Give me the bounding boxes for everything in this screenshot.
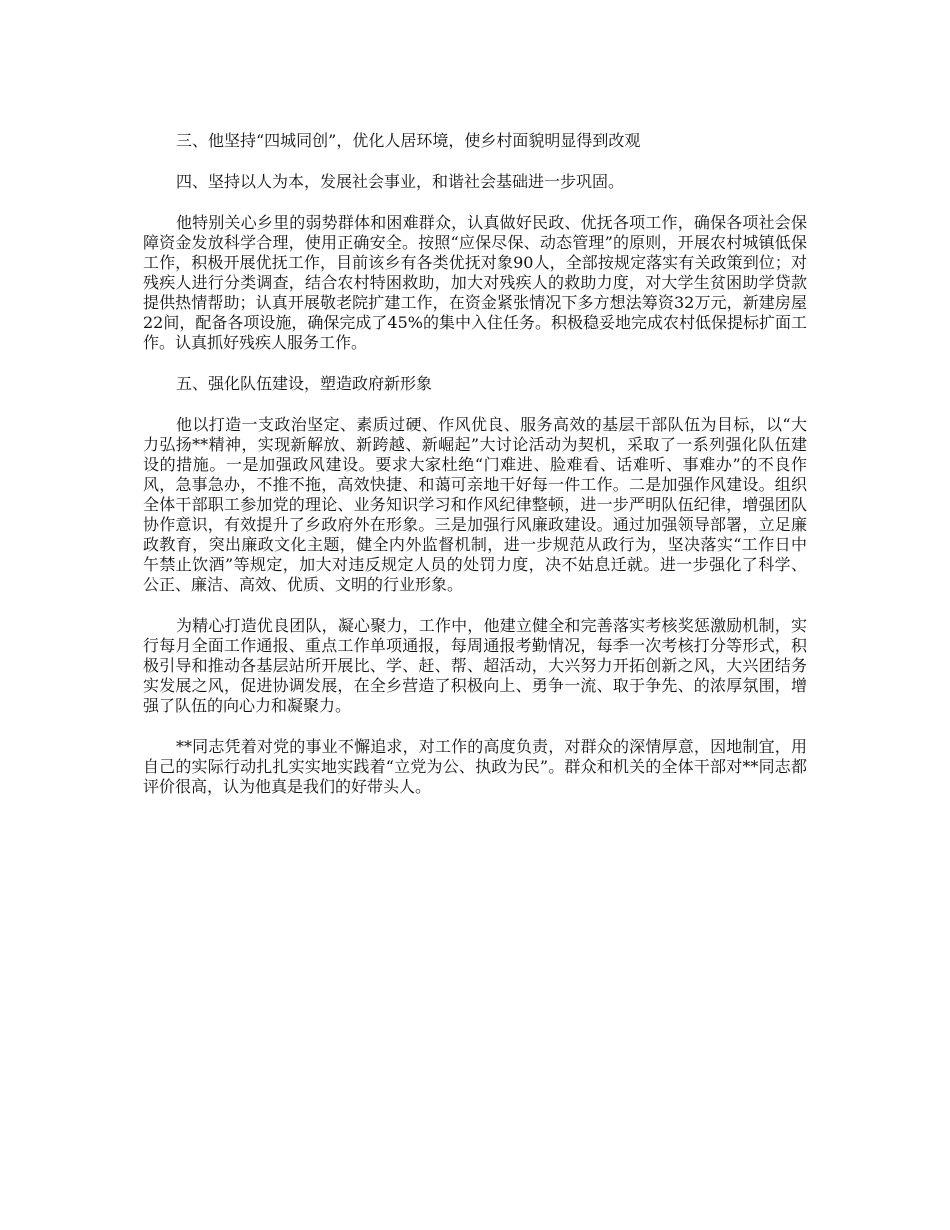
section-heading-5: 五、强化队伍建设，塑造政府新形象 [176,374,433,393]
section-heading-3: 三、他坚持“四城同创”，优化人居环境，使乡村面貌明显得到改观 [176,131,641,150]
paragraph-team-building: 他以打造一支政治坚定、素质过硬、作风优良、服务高效的基层干部队伍为目标，以“大力弘扬**精神，实现新解放、新跨越、新崛起”大讨论活动为契机，采取了一系列强化队伍建设的措施。一是加强政风建设。要求大家杜绝“门难进、脸难看、话难听、事难办”的不良作风，急事急办，不推不拖，高效快捷、和蔼可亲地干好每一件工作。二是加强作风建设。组织全体干部职工参加党的理论、业务知识学习和作风纪律整顿，进一步严明队伍纪律，增强团队协作意识，有效提升了乡政府外在形象。三是加强行风廉政建设。通过加强领导部署，立足廉政教育，突出廉政文化主题，健全内外监督机制，进一步规范从政行为，坚决落实“工作日中午禁止饮酒”等规定，加大对违反规定人员的处罚力度，决不姑息迁就。进一步强化了科学、公正、廉洁、高效、优质、文明的行业形象。 [143,415,807,594]
section-heading-4: 四、坚持以人为本，发展社会事业，和谐社会基础进一步巩固。 [176,172,625,191]
paragraph-social-affairs: 他特别关心乡里的弱势群体和困难群众，认真做好民政、优抚各项工作，确保各项社会保障资金发放科学合理，使用正确安全。按照“应保尽保、动态管理”的原则，开展农村城镇低保工作，积极开展优抚工作，目前该乡有各类优抚对象90人，全部按规定落实有关政策到位；对残疾人进行分类调查，结合农村特困救助，加大对残疾人的救助力度，对大学生贫困助学贷款提供热情帮助；认真开展敬老院扩建工作，在资金紧张情况下多方想法筹资32万元，新建房屋22间，配备各项设施，确保完成了45%的集中入住任务。积极稳妥地完成农村低保提标扩面工作。认真抓好残疾人服务工作。 [143,213,807,352]
paragraph-conclusion: **同志凭着对党的事业不懈追求，对工作的高度负责，对群众的深情厚意，因地制宜，用自己的实际行动扎扎实实地实践着“立党为公、执政为民”。群众和机关的全体干部对**同志都评价很高，认为他真是我们的好带头人。 [143,737,807,796]
document-body [143,131,807,818]
paragraph-incentive-mechanism: 为精心打造优良团队，凝心聚力，工作中，他建立健全和完善落实考核奖惩激励机制，实行每月全面工作通报、重点工作单项通报，每周通报考勤情况，每季一次考核打分等形式，积极引导和推动各基层站所开展比、学、赶、帮、超活动，大兴努力开拓创新之风，大兴团结务实发展之风，促进协调发展，在全乡营造了积极向上、勇争一流、取于争先、的浓厚氛围，增强了队伍的向心力和凝聚力。 [143,616,807,715]
